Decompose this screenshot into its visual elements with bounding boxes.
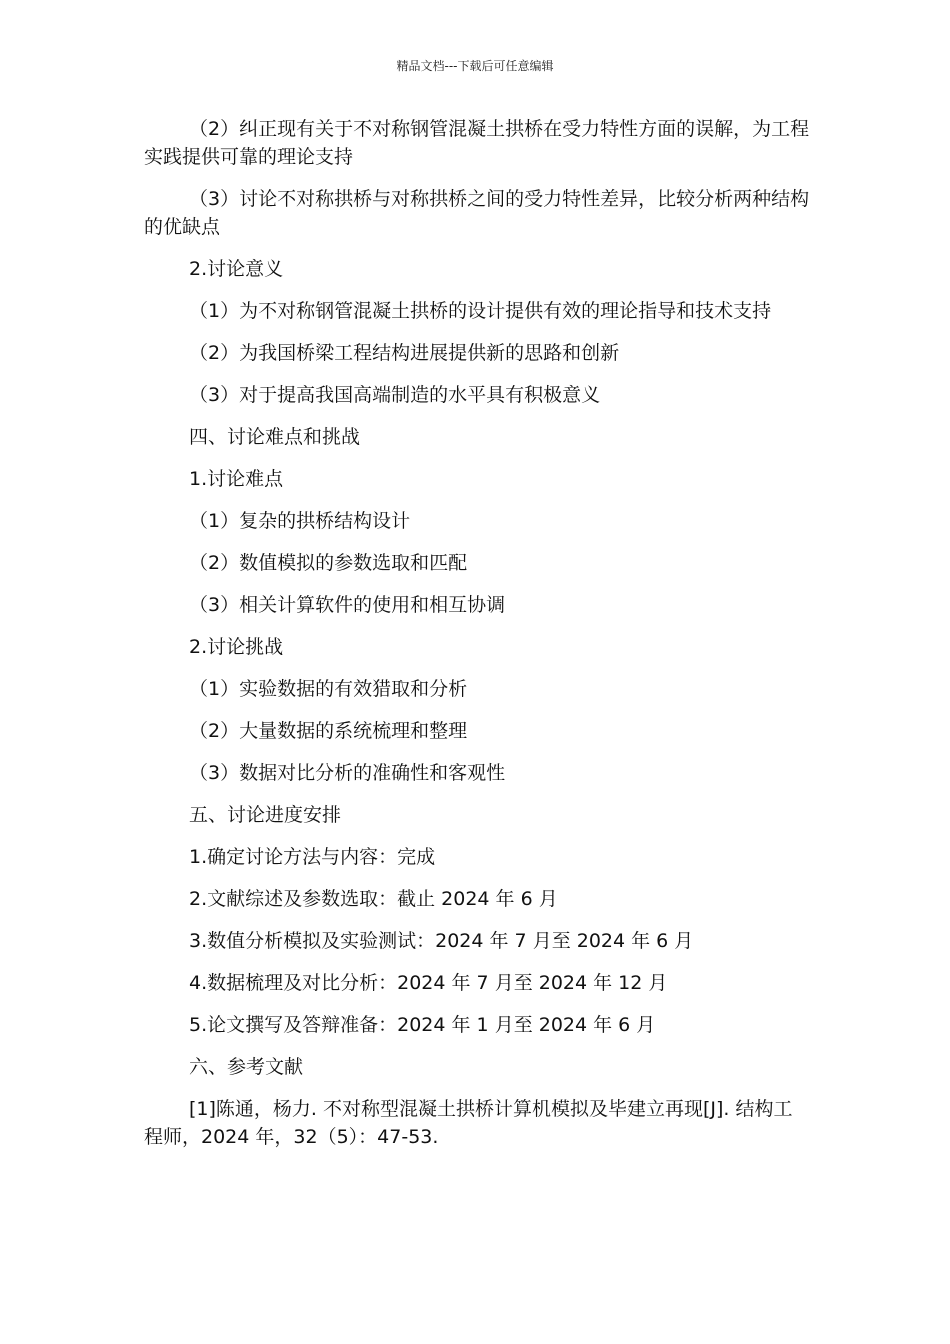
paragraph-14: （2）大量数据的系统梳理和整理 xyxy=(189,720,468,742)
paragraph-1: （2）纠正现有关于不对称钢管混凝土拱桥在受力特性方面的误解，为工程实践提供可靠的理论支持 xyxy=(144,118,810,168)
schedule-item-3: 3.数值分析模拟及实验测试：2024 年 7 月至 2024 年 6 月 xyxy=(189,930,694,952)
paragraph-4: （1）为不对称钢管混凝土拱桥的设计提供有效的理论指导和技术支持 xyxy=(189,300,772,322)
paragraph-13: （1）实验数据的有效猎取和分析 xyxy=(189,678,468,700)
schedule-item-4: 4.数据梳理及对比分析：2024 年 7 月至 2024 年 12 月 xyxy=(189,972,668,994)
paragraph-5: （2）为我国桥梁工程结构进展提供新的思路和创新 xyxy=(189,342,620,364)
reference-1: [1]陈通，杨力. 不对称型混凝土拱桥计算机模拟及毕建立再现[J]. 结构工程师，2024 年，32（5）：47-53. xyxy=(144,1098,793,1148)
paragraph-8: 1.讨论难点 xyxy=(189,468,284,490)
schedule-item-2: 2.文献综述及参数选取：截止 2024 年 6 月 xyxy=(189,888,558,910)
paragraph-12: 2.讨论挑战 xyxy=(189,636,284,658)
schedule-item-1: 1.确定讨论方法与内容：完成 xyxy=(189,846,436,868)
section-heading-4: 四、讨论难点和挑战 xyxy=(189,426,361,448)
paragraph-3: 2.讨论意义 xyxy=(189,258,284,280)
section-heading-6: 六、参考文献 xyxy=(189,1056,304,1078)
paragraph-2: （3）讨论不对称拱桥与对称拱桥之间的受力特性差异，比较分析两种结构的优缺点 xyxy=(144,188,810,238)
schedule-item-5: 5.论文撰写及答辩准备：2024 年 1 月至 2024 年 6 月 xyxy=(189,1014,656,1036)
paragraph-15: （3）数据对比分析的准确性和客观性 xyxy=(189,762,506,784)
document-body xyxy=(144,115,810,1151)
section-heading-5: 五、讨论进度安排 xyxy=(189,804,342,826)
paragraph-11: （3）相关计算软件的使用和相互协调 xyxy=(189,594,506,616)
paragraph-9: （1）复杂的拱桥结构设计 xyxy=(189,510,411,532)
page-header: 精品文档---下载后可任意编辑 xyxy=(396,59,554,73)
paragraph-6: （3）对于提高我国高端制造的水平具有积极意义 xyxy=(189,384,601,406)
paragraph-10: （2）数值模拟的参数选取和匹配 xyxy=(189,552,468,574)
